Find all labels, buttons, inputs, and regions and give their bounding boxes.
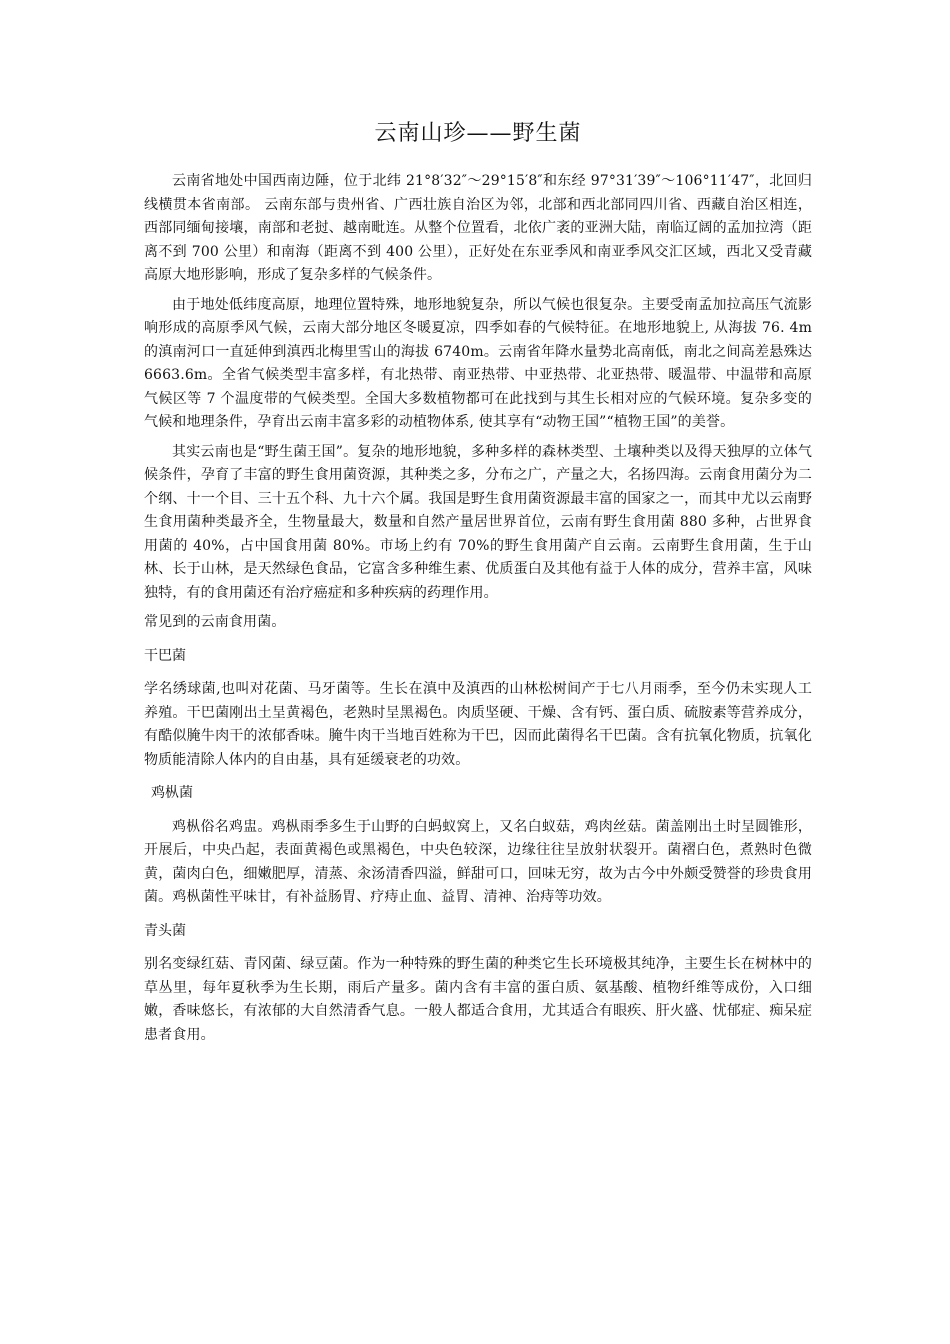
section-text-ganba: 学名绣球菌,也叫对花菌、马牙菌等。生长在滇中及滇西的山林松树间产于七八月雨季，至今仍未实现人工养殖。干巴菌刚出土呈黄褐色，老熟时呈黑褐色。肉质坚硬、干燥、含有钙、蛋白质、硫胺素等营养成分，有酷似腌牛肉干的浓郁香味。腌牛肉干当地百姓称为干巴，因而此菌得名干巴菌。含有抗氧化物质，抗氧化物质能清除人体内的自由基，具有延缓衰老的功效。 <box>144 681 812 768</box>
document-title: 云南山珍——野生菌 <box>374 121 582 146</box>
section-text-qingtou: 别名变绿红菇、青冈菌、绿豆菌。作为一种特殊的野生菌的种类它生长环境极其纯净，主要生长在树林中的草丛里，每年夏秋季为生长期，雨后产量多。菌内含有丰富的蛋白质、氨基酸、植物纤维等成份，入口细嫩，香味悠长，有浓郁的大自然清香气息。一般人都适合食用，尤其适合有眼疾、肝火盛、忧郁症、痴呆症患者食用。 <box>144 956 812 1043</box>
section-heading-jicong: 鸡枞菌 <box>151 785 193 801</box>
document-page <box>144 0 812 1053</box>
paragraph-location: 云南省地处中国西南边陲，位于北纬 21°8′32″～29°15′8″和东经 97°31′39″～106°11′47″，北回归线横贯本省南部。 云南东部与贵州省、广西壮族自治区为邻，北部和西北部同四川省、西藏自治区相连，西部同缅甸接壤，南部和老挝、越南毗连。从整个位置看，北依广袤的亚洲大陆，南临辽阔的孟加拉湾（距离不到 700 公里）和南海（距离不到 400 公里），正好处在东亚季风和南亚季风交汇区域，西北又受青藏高原大地形影响，形成了复杂多样的气候条件。 <box>144 173 812 283</box>
paragraph-mushroom-kingdom: 其实云南也是“野生菌王国”。复杂的地形地貌，多种多样的森林类型、土壤种类以及得天独厚的立体气候条件，孕育了丰富的野生食用菌资源，其种类之多，分布之广，产量之大，名扬四海。云南食用菌分为二个纲、十一个目、三十五个科、九十六个属。我国是野生食用菌资源最丰富的国家之一，而其中尤以云南野生食用菌种类最齐全，生物量最大，数量和自然产量居世界首位，云南有野生食用菌 880 多种，占世界食用菌的 40%，占中国食用菌 80%。市场上约有 70%的野生食用菌产自云南。云南野生食用菌，生于山林、长于山林，是天然绿色食品，它富含多种维生素、优质蛋白及其他有益于人体的成分，营养丰富，风味独特，有的食用菌还有治疗癌症和多种疾病的药理作用。 <box>144 443 812 601</box>
intro-line: 常见到的云南食用菌。 <box>144 614 286 630</box>
section-text-jicong: 鸡枞俗名鸡盅。鸡枞雨季多生于山野的白蚂蚁窝上，又名白蚁菇，鸡肉丝菇。菌盖刚出土时呈圆锥形，开展后，中央凸起，表面黄褐色或黑褐色，中央色较深，边缘往往呈放射状裂开。菌褶白色，煮熟时色微黄，菌肉白色，细嫩肥厚，清蒸、汆汤清香四溢，鲜甜可口，回味无穷，故为古今中外颇受赞誉的珍贵食用菌。鸡枞菌性平味甘，有补益肠胃、疗痔止血、益胃、清神、治痔等功效。 <box>144 818 812 905</box>
paragraph-climate: 由于地处低纬度高原，地理位置特殊，地形地貌复杂，所以气候也很复杂。主要受南孟加拉高压气流影响形成的高原季风气候，云南大部分地区冬暖夏凉，四季如春的气候特征。在地形地貌上, 从海拔 76. 4m 的滇南河口一直延伸到滇西北梅里雪山的海拔 6740m。云南省年降水量势北高南低，南北之间高差悬殊达 6663.6m。全省气候类型丰富多样，有北热带、南亚热带、中亚热带、北亚热带、暖温带、中温带和高原气候区等 7 个温度带的气候类型。全国大多数植物都可在此找到与其生长相对应的气候环境。复杂多变的气候和地理条件，孕育出云南丰富多彩的动植物体系, 使其享有“动物王国”“植物王国”的美誉。 <box>144 296 812 430</box>
section-heading-qingtou: 青头菌 <box>144 922 186 939</box>
section-heading-ganba: 干巴菌 <box>144 647 186 664</box>
document-body <box>144 170 812 1047</box>
